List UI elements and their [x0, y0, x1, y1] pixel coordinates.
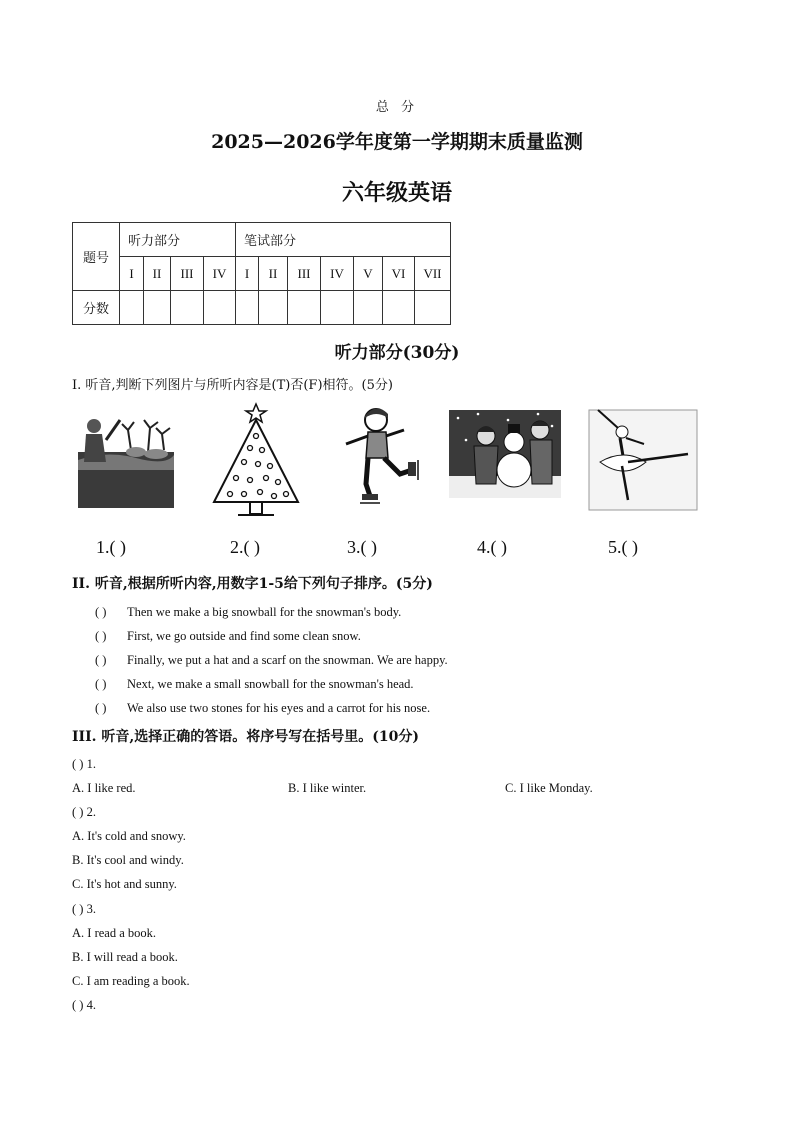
- grade-title: 六年级英语: [341, 180, 452, 206]
- answer-blank[interactable]: ( ): [95, 701, 107, 715]
- col-listening-3: III: [171, 257, 204, 291]
- q3-item-1-option-b: B. I like winter.: [288, 781, 367, 795]
- sentence: Finally, we put a hat and a scarf on the snowman. We are happy.: [127, 653, 448, 667]
- col-writing-7: VII: [415, 257, 451, 291]
- q3-item-1-option-c: C. I like Monday.: [505, 781, 593, 795]
- answer-blank[interactable]: ( ): [95, 653, 107, 667]
- total-score-label: 总 分: [375, 100, 419, 115]
- score-cell[interactable]: [288, 291, 321, 325]
- q2-title: II. 听音,根据所听内容,用数字1-5给下列句子排序。(5分): [72, 576, 433, 592]
- score-cell[interactable]: [171, 291, 204, 325]
- list-item: [95, 701, 430, 716]
- score-cell[interactable]: [120, 291, 144, 325]
- listening-section-title: 听力部分(30分): [334, 343, 460, 363]
- score-cell[interactable]: [383, 291, 415, 325]
- picture-3-answer[interactable]: 3.( ): [347, 537, 377, 557]
- list-item: [95, 677, 414, 692]
- q3-title: III. 听音,选择正确的答语。将序号写在括号里。(10分): [72, 729, 419, 745]
- q3-item-3-option-c: C. I am reading a book.: [72, 974, 190, 988]
- q3-item-2-option-b: B. It's cool and windy.: [72, 853, 184, 867]
- list-item: [95, 605, 401, 620]
- listening-part-header: 听力部分: [120, 223, 236, 257]
- score-cell[interactable]: [321, 291, 354, 325]
- picture-5-answer[interactable]: 5.( ): [608, 537, 638, 557]
- score-table: [72, 222, 451, 325]
- score-cell[interactable]: [236, 291, 259, 325]
- col-writing-6: VI: [383, 257, 415, 291]
- answer-blank[interactable]: ( ): [95, 605, 107, 619]
- snowman-children-picture-icon: [448, 400, 562, 518]
- col-listening-4: IV: [204, 257, 236, 291]
- score-row-label: 分数: [73, 291, 120, 325]
- col-listening-2: II: [144, 257, 171, 291]
- picture-4-answer[interactable]: 4.( ): [477, 537, 507, 557]
- score-cell[interactable]: [204, 291, 236, 325]
- score-cell[interactable]: [259, 291, 288, 325]
- sentence: We also use two stones for his eyes and a carrot for his nose.: [127, 701, 431, 715]
- christmas-tree-picture-icon: [210, 400, 302, 518]
- q3-item-4-number[interactable]: ( ) 4.: [72, 998, 96, 1012]
- q3-item-3-option-b: B. I will read a book.: [72, 950, 178, 964]
- col-writing-4: IV: [321, 257, 354, 291]
- list-item: [95, 653, 448, 668]
- col-writing-1: I: [236, 257, 259, 291]
- q3-item-3-option-a: A. I read a book.: [72, 926, 156, 940]
- ballet-dancer-picture-icon: [588, 400, 698, 518]
- answer-blank[interactable]: ( ): [95, 677, 107, 691]
- sentence: First, we go outside and find some clean snow.: [127, 629, 361, 643]
- sentence: Next, we make a small snowball for the snowman's head.: [127, 677, 414, 691]
- sentence: Then we make a big snowball for the snowman's body.: [127, 605, 402, 619]
- picture-2-answer[interactable]: 2.( ): [230, 537, 260, 557]
- exam-title: 2025—2026学年度第一学期期末质量监测: [211, 131, 583, 153]
- list-item: [95, 629, 361, 644]
- q3-item-2-option-a: A. It's cold and snowy.: [72, 829, 186, 843]
- ice-skating-boy-picture-icon: [338, 400, 424, 518]
- q3-item-1-option-a: A. I like red.: [72, 781, 136, 795]
- q1-title: I. 听音,判断下列图片与所听内容是(T)否(F)相符。(5分): [72, 378, 393, 393]
- score-cell[interactable]: [415, 291, 451, 325]
- q3-item-3-number[interactable]: ( ) 3.: [72, 902, 96, 916]
- q3-item-1-number[interactable]: ( ) 1.: [72, 757, 96, 771]
- col-listening-1: I: [120, 257, 144, 291]
- score-cell[interactable]: [354, 291, 383, 325]
- q3-item-2-number[interactable]: ( ) 2.: [72, 805, 96, 819]
- score-cell[interactable]: [144, 291, 171, 325]
- col-writing-2: II: [259, 257, 288, 291]
- col-writing-3: III: [288, 257, 321, 291]
- question-number-label: 题号: [73, 223, 120, 291]
- q3-item-2-option-c: C. It's hot and sunny.: [72, 877, 177, 891]
- writing-part-header: 笔试部分: [236, 223, 451, 257]
- answer-blank[interactable]: ( ): [95, 629, 107, 643]
- planting-trees-picture-icon: [76, 400, 176, 518]
- picture-1-answer[interactable]: 1.( ): [96, 537, 126, 557]
- col-writing-5: V: [354, 257, 383, 291]
